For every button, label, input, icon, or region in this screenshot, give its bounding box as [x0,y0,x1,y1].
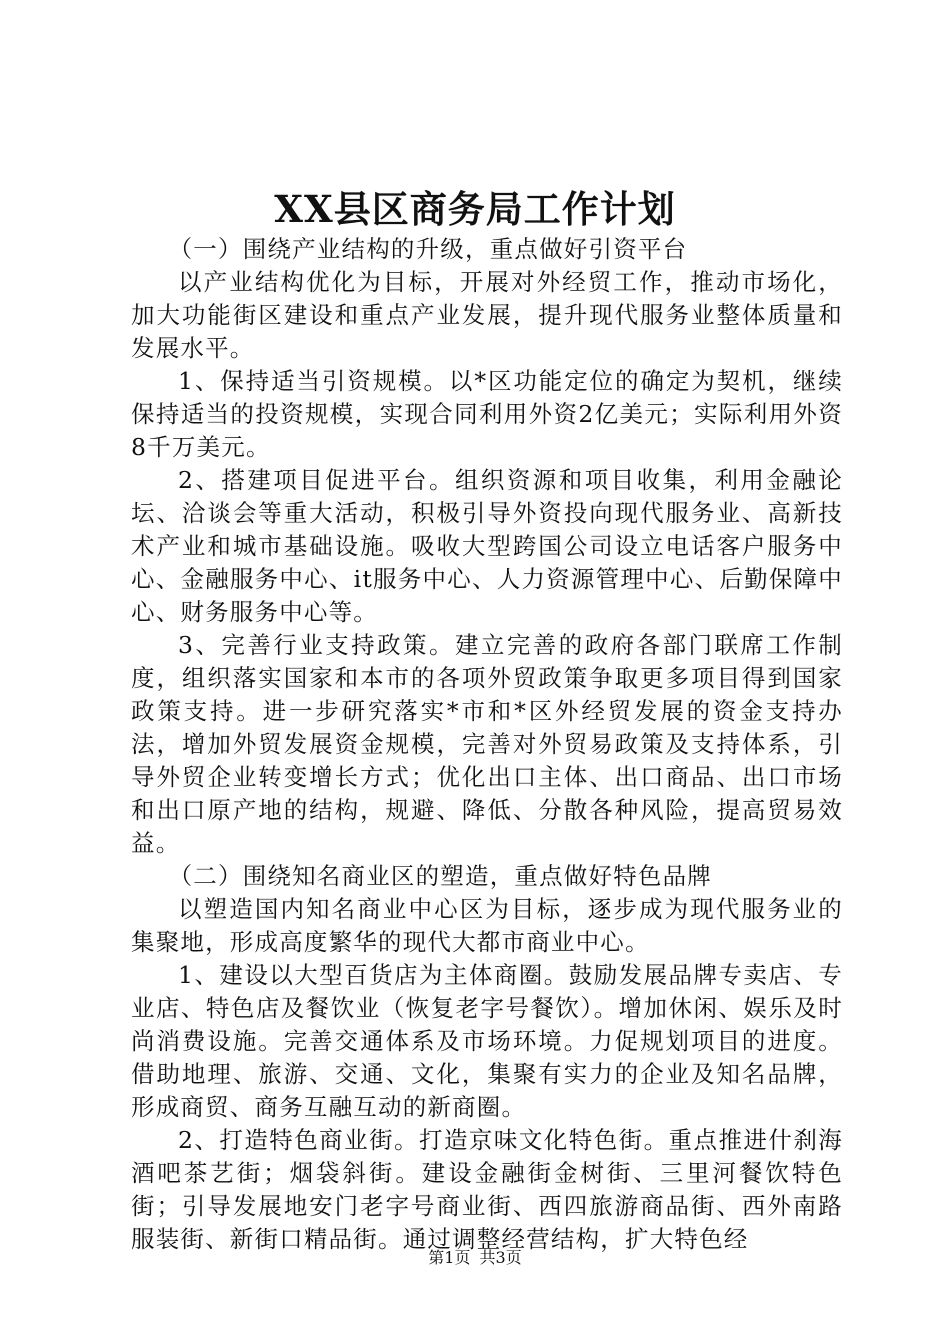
section-heading-2: （二）围绕知名商业区的塑造，重点做好特色品牌 [168,862,712,890]
page-number-current: 第1页 [428,1248,471,1267]
page-number-total: 共3页 [479,1248,522,1267]
paragraph: 1、建设以大型百货店为主体商圈。鼓励发展品牌专卖店、专业店、特色店及餐饮业（恢复老字号餐饮）。增加休闲、娱乐及时尚消费设施。完善交通体系及市场环境。力促规划项目的进度。借助地理、旅游、交通、文化，集聚有实力的企业及知名品牌，形成商贸、商务互融互动的新商圈。 [131,961,843,1121]
paragraph: 2、打造特色商业街。打造京味文化特色街。重点推进什刹海酒吧茶艺街；烟袋斜街。建设金融街金树街、三里河餐饮特色街；引导发展地安门老字号商业街、西四旅游商品街、西外南路服装街、新街口精品街。通过调整经营结构，扩大特色经 [131,1126,843,1253]
paragraph: 以产业结构优化为目标，开展对外经贸工作，推动市场化，加大功能街区建设和重点产业发展，提升现代服务业整体质量和发展水平。 [131,268,843,362]
document-title: XX县区商务局工作计划 [274,187,676,231]
paragraph: 以塑造国内知名商业中心区为目标，逐步成为现代服务业的集聚地，形成高度繁华的现代大都市商业中心。 [131,895,843,956]
page-footer [0,1248,950,1268]
document-body [131,233,843,1256]
paragraph: 3、完善行业支持政策。建立完善的政府各部门联席工作制度，组织落实国家和本市的各项外贸政策争取更多项目得到国家政策支持。进一步研究落实*市和*区外经贸发展的资金支持办法，增加外贸发展资金规模，完善对外贸易政策及支持体系，引导外贸企业转变增长方式；优化出口主体、出口商品、出口市场和出口原产地的结构，规避、降低、分散各种风险，提高贸易效益。 [131,631,843,857]
section-heading-1: （一）围绕产业结构的升级，重点做好引资平台 [168,235,688,263]
paragraph: 1、保持适当引资规模。以*区功能定位的确定为契机，继续保持适当的投资规模，实现合同利用外资2亿美元；实际利用外资8千万美元。 [131,367,843,461]
paragraph: 2、搭建项目促进平台。组织资源和项目收集，利用金融论坛、洽谈会等重大活动，积极引导外资投向现代服务业、高新技术产业和城市基础设施。吸收大型跨国公司设立电话客户服务中心、金融服务中心、it服务中心、人力资源管理中心、后勤保障中心、财务服务中心等。 [131,466,843,626]
